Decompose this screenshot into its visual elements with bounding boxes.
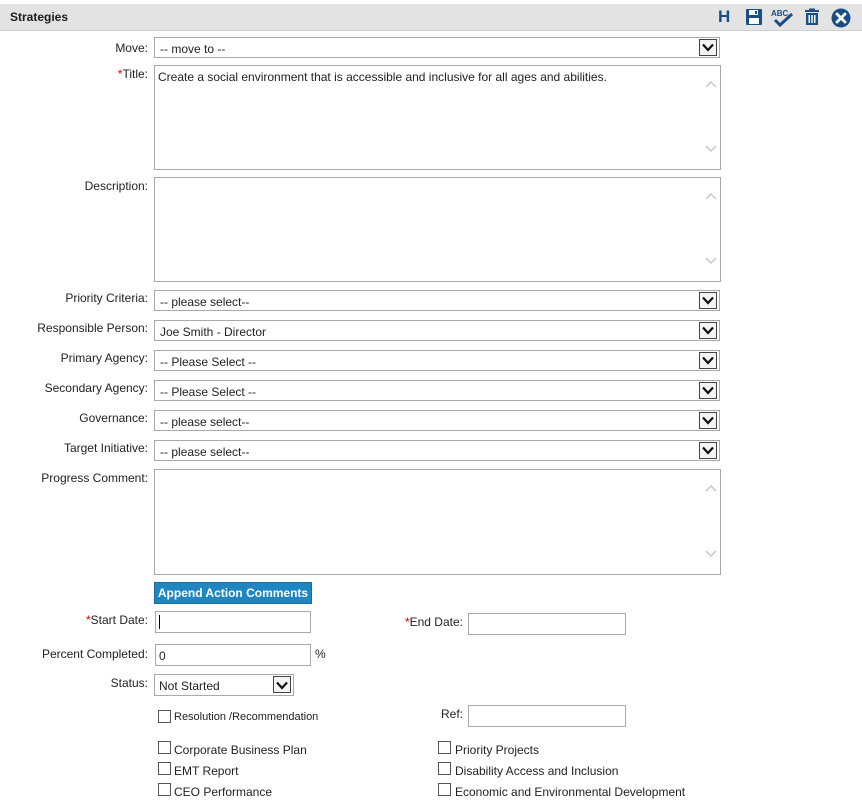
scroll-down-icon[interactable] [705,257,717,265]
responsible-person-select[interactable] [154,320,720,341]
economic-environmental-checkbox[interactable] [438,783,451,796]
governance-value: -- please select-- [160,415,250,429]
start-date-label [40,613,148,627]
spellcheck-icon[interactable] [770,8,796,26]
responsible-person-label: Responsible Person: [37,321,148,335]
target-initiative-value: -- please select-- [160,445,250,459]
scroll-up-icon[interactable] [705,80,717,88]
priority-projects-checkbox[interactable] [438,741,451,754]
title-value: Create a social environment that is accessible and inclusive for all ages and abilities. [158,70,607,84]
svg-text:ABC: ABC [771,9,789,18]
title-label [40,67,148,81]
scrollbar[interactable] [702,66,720,169]
resolution-label: Resolution /Recommendation [174,711,319,723]
status-label: Status: [110,676,148,690]
secondary-agency-label: Secondary Agency: [44,381,148,395]
secondary-agency-select[interactable] [154,380,720,401]
chevron-down-icon [699,292,717,309]
save-icon[interactable] [745,8,765,26]
status-value: Not Started [159,679,220,693]
text-caret [159,615,160,629]
ref-input[interactable] [468,705,626,727]
required-mark: * [85,613,91,627]
move-label: Move: [115,41,148,55]
progress-comment-label: Progress Comment: [41,471,148,485]
end-date-input[interactable] [468,613,626,635]
description-label: Description: [84,179,148,193]
primary-agency-value: -- Please Select -- [160,355,257,369]
ref-label: Ref: [440,707,463,721]
scroll-up-icon[interactable] [705,484,717,492]
resolution-checkbox[interactable] [158,710,171,723]
chevron-down-icon [699,382,717,399]
start-date-label-text: Start Date: [90,613,148,627]
priority-criteria-select[interactable] [154,290,720,311]
move-value: -- move to -- [160,42,226,56]
chevron-down-icon [273,676,291,693]
corporate-business-plan-checkbox[interactable] [158,741,171,754]
title-label-text: Title: [122,67,148,81]
governance-select[interactable] [154,410,720,431]
target-initiative-select[interactable] [154,440,720,461]
close-icon[interactable] [831,8,851,26]
scroll-up-icon[interactable] [705,192,717,200]
percent-completed-input[interactable] [155,644,311,666]
emt-report-checkbox[interactable] [158,762,171,775]
ceo-performance-checkbox[interactable] [158,783,171,796]
end-date-label [380,615,463,629]
scroll-down-icon[interactable] [705,145,717,153]
percent-unit: % [315,647,326,661]
description-textarea[interactable] [154,177,721,282]
scrollbar[interactable] [702,178,720,281]
disability-access-checkbox[interactable] [438,762,451,775]
economic-environmental-label: Economic and Environmental Development [455,785,686,799]
panel-title: Strategies [10,10,69,24]
percent-completed-value: 0 [159,649,166,663]
target-initiative-label: Target Initiative: [63,441,148,455]
chevron-down-icon [699,322,717,339]
scroll-down-icon[interactable] [705,550,717,558]
primary-agency-label: Primary Agency: [60,351,148,365]
priority-criteria-label: Priority Criteria: [65,291,148,305]
title-textarea[interactable] [154,65,721,170]
status-select[interactable] [154,674,294,696]
end-date-label-text: End Date: [409,615,463,629]
chevron-down-icon [699,412,717,429]
panel-header [0,4,862,31]
disability-access-label: Disability Access and Inclusion [455,764,619,778]
responsible-person-value: Joe Smith - Director [160,325,267,339]
percent-completed-label: Percent Completed: [41,647,148,661]
priority-criteria-value: -- please select-- [160,295,250,309]
delete-icon[interactable] [803,8,823,26]
move-select[interactable] [154,37,720,58]
chevron-down-icon [699,39,717,56]
start-date-input[interactable] [155,611,311,633]
append-action-comments-button[interactable]: Append Action Comments [154,582,312,604]
progress-comment-textarea[interactable] [154,469,721,575]
scrollbar[interactable] [702,470,720,574]
h-icon[interactable]: H [718,7,731,26]
required-mark: * [117,67,123,81]
required-mark: * [404,615,410,629]
chevron-down-icon [699,352,717,369]
chevron-down-icon [699,442,717,459]
ceo-performance-label: CEO Performance [174,785,273,799]
corporate-business-plan-label: Corporate Business Plan [174,743,307,757]
governance-label: Governance: [79,411,148,425]
emt-report-label: EMT Report [174,764,239,778]
primary-agency-select[interactable] [154,350,720,371]
secondary-agency-value: -- Please Select -- [160,385,257,399]
priority-projects-label: Priority Projects [455,743,540,757]
